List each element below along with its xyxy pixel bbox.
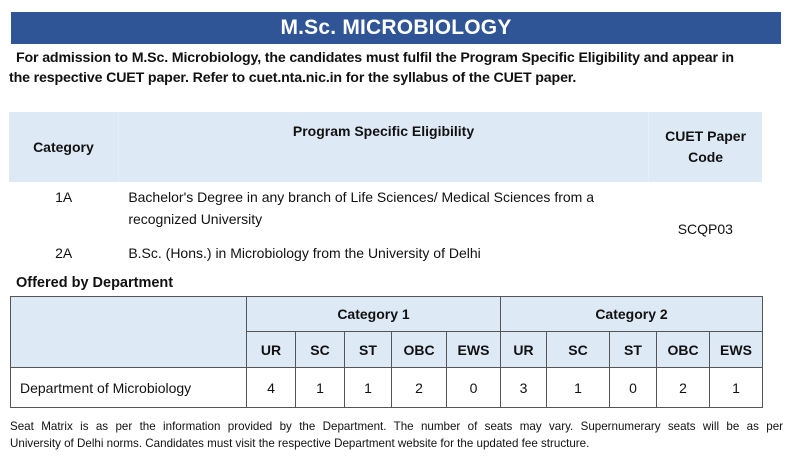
footnote-line-2: University of Delhi norms. Candidates must visit the respective Department website for the updated fee structure.	[10, 437, 590, 450]
header-cuet-code: CUET Paper Code	[649, 112, 762, 182]
header-category: Category	[9, 112, 118, 182]
seat-matrix-table	[10, 296, 763, 408]
eligibility-description: Bachelor's Degree in any branch of Life Sciences/ Medical Sciences from a recognized University	[128, 189, 594, 227]
col-header-st: ST	[345, 332, 392, 368]
eligibility-row	[9, 182, 762, 236]
seat-count: 2	[392, 368, 447, 408]
group-header-category-1: Category 1	[247, 297, 501, 332]
header-program-eligibility: Program Specific Eligibility	[118, 112, 648, 182]
col-header-obc: OBC	[392, 332, 447, 368]
eligibility-category: 2A	[55, 245, 73, 261]
seat-row	[11, 368, 763, 408]
footnote	[10, 418, 783, 452]
cuet-paper-code: SCQP03	[677, 221, 733, 237]
seat-count: 1	[547, 368, 610, 408]
eligibility-category: 1A	[55, 189, 73, 205]
seat-count: 0	[610, 368, 657, 408]
col-header-obc: OBC	[657, 332, 710, 368]
col-header-ur: UR	[501, 332, 547, 368]
seat-count: 4	[247, 368, 296, 408]
page-title-banner	[11, 12, 781, 44]
col-header-sc: SC	[547, 332, 610, 368]
seat-count: 1	[710, 368, 763, 408]
col-header-st: ST	[610, 332, 657, 368]
eligibility-description: B.Sc. (Hons.) in Microbiology from the University of Delhi	[128, 245, 481, 261]
intro-paragraph	[9, 48, 785, 88]
group-header-category-2: Category 2	[501, 297, 763, 332]
seat-count: 0	[447, 368, 501, 408]
seat-header-department	[11, 297, 247, 368]
footnote-line-1: Seat Matrix is as per the information provided by the Department. The number of seats may vary. Supernumerary seats will be as per	[10, 420, 783, 433]
page-title: M.Sc. MICROBIOLOGY	[280, 16, 512, 39]
seat-matrix-heading: Offered by Department	[16, 275, 174, 291]
col-header-ews: EWS	[447, 332, 501, 368]
seat-count: 3	[501, 368, 547, 408]
intro-line-2: the respective CUET paper. Refer to cuet.nta.nic.in for the syllabus of the CUET paper.	[9, 70, 577, 86]
intro-line-1: For admission to M.Sc. Microbiology, the candidates must fulfil the Program Specific Eligibility and appear in	[16, 50, 734, 66]
col-header-ews: EWS	[710, 332, 763, 368]
eligibility-table	[9, 112, 762, 272]
col-header-ur: UR	[247, 332, 296, 368]
department-name: Department of Microbiology	[11, 368, 247, 408]
eligibility-header-row	[9, 112, 762, 182]
seat-count: 1	[296, 368, 345, 408]
col-header-sc: SC	[296, 332, 345, 368]
seat-count: 1	[345, 368, 392, 408]
seat-group-header-row	[11, 297, 763, 332]
seat-count: 2	[657, 368, 710, 408]
